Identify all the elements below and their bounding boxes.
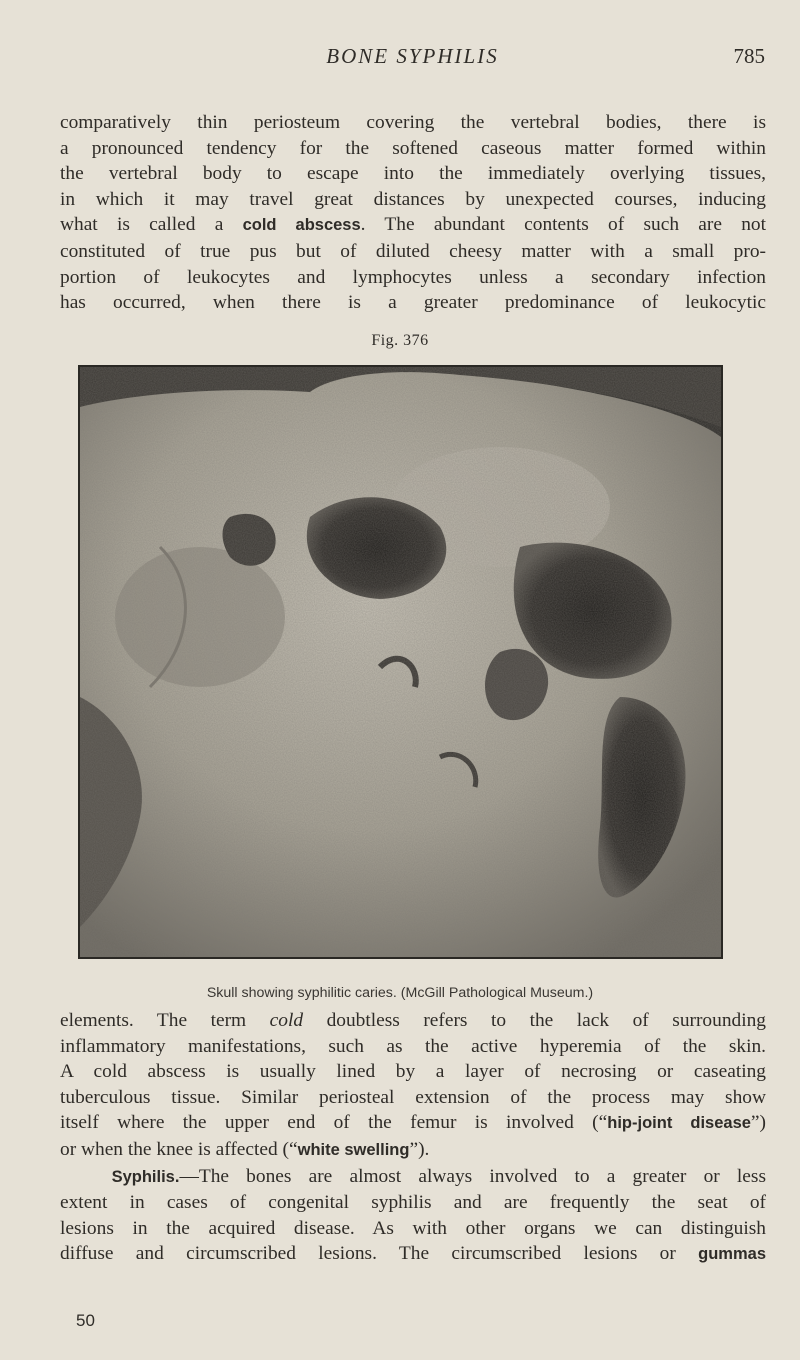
term-cold: cold [269, 1010, 304, 1031]
text-line: extent in cases of congenital syphilis and are frequently the seat of [60, 1192, 766, 1214]
term-white-swelling: white swelling [297, 1140, 410, 1159]
term-cold-abscess: cold abscess [242, 216, 361, 235]
running-head: BONE SYPHILIS [326, 44, 499, 68]
term-gummas: gummas [698, 1245, 766, 1264]
page-header [60, 40, 765, 76]
bottom-paragraph [60, 1008, 766, 1268]
text-line: the vertebral body to escape into the immediately overlying tissues, [60, 163, 766, 185]
term-hip-joint-disease: hip-joint disease [607, 1114, 751, 1133]
top-paragraph [60, 110, 766, 316]
text-line: elements. The term cold doubtless refers to the lack of surrounding [60, 1010, 766, 1031]
text-line: constituted of true pus but of diluted cheesy matter with a small pro- [60, 240, 766, 262]
text-line: in which it may travel great distances by unexpected courses, inducing [60, 188, 766, 210]
text-line: Syphilis.—The bones are almost always involved to a greater or less [111, 1165, 767, 1187]
text-line: inflammatory manifestations, such as the active hyperemia of the skin. [60, 1035, 766, 1057]
skull-illustration [80, 367, 721, 957]
text-line: A cold abscess is usually lined by a layer of necrosing or caseating [60, 1061, 766, 1083]
text-line: comparatively thin periosteum covering the vertebral bodies, there is [60, 112, 766, 133]
signature-folio: 50 [76, 1311, 95, 1330]
text-line: portion of leukocytes and lymphocytes unless a secondary infection [60, 266, 766, 288]
text-line: a pronounced tendency for the softened caseous matter formed within [60, 137, 766, 159]
skull-photograph [78, 365, 723, 959]
page-number: 785 [733, 44, 765, 68]
text-line: what is called a cold abscess. The abundant contents of such are not [60, 214, 766, 236]
text-line: tuberculous tissue. Similar periosteal extension of the process may show [60, 1086, 766, 1108]
figure-label: Fig. 376 [371, 332, 429, 349]
text-line: itself where the upper end of the femur is involved (“hip-joint disease”) [60, 1112, 766, 1134]
text-line: lesions in the acquired disease. As with other organs we can distinguish [60, 1217, 766, 1239]
section-heading-syphilis: Syphilis. [111, 1167, 180, 1186]
figure-caption: Skull showing syphilitic caries. (McGill Pathological Museum.) [206, 985, 594, 1001]
text-line: has occurred, when there is a greater predominance of leukocytic [60, 292, 766, 314]
text-line: diffuse and circumscribed lesions. The circumscribed lesions or gummas [60, 1243, 766, 1265]
text-line: or when the knee is affected (“white swelling”). [60, 1138, 430, 1160]
